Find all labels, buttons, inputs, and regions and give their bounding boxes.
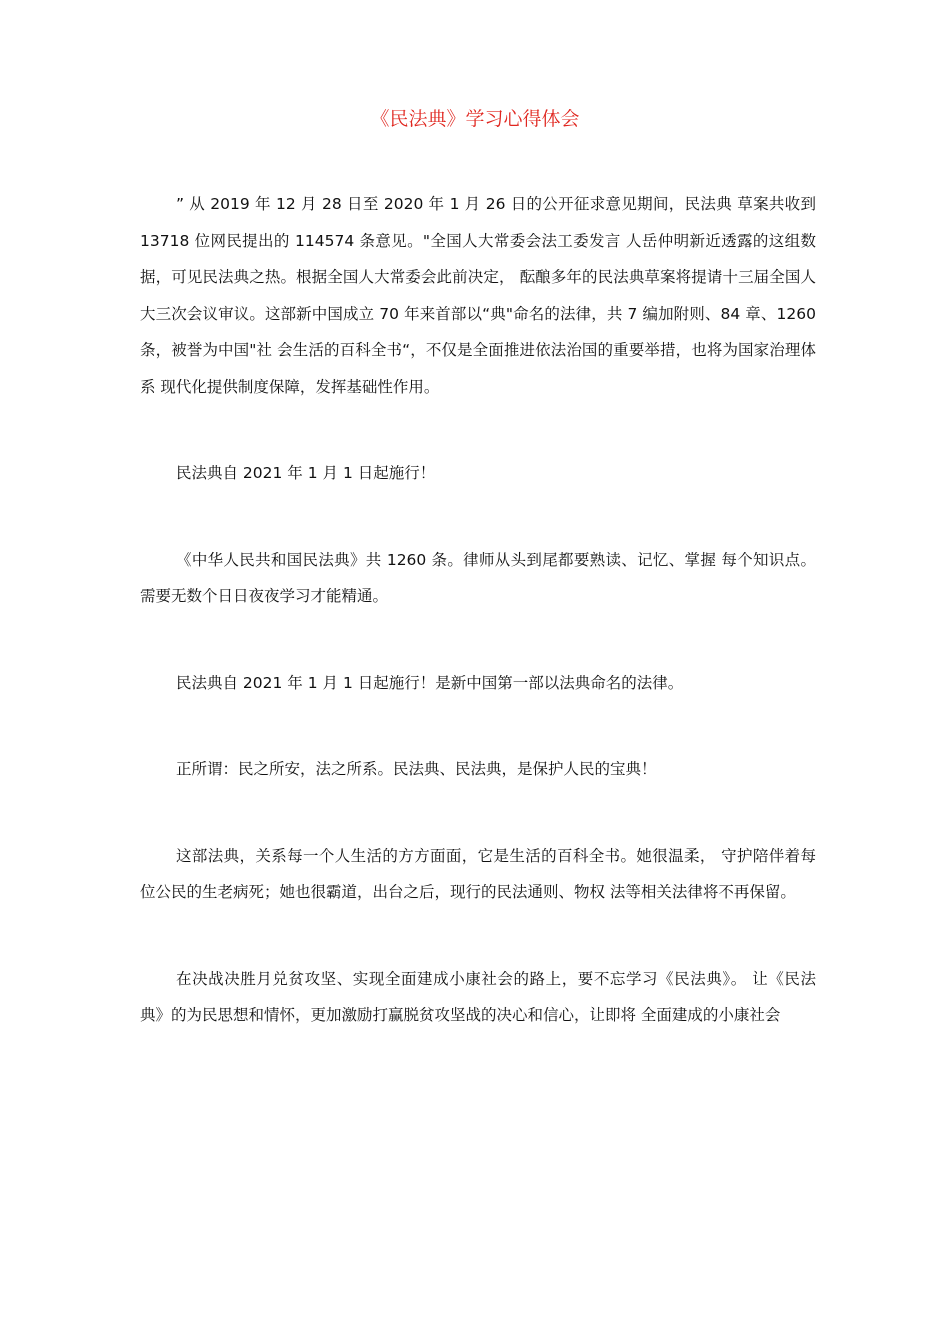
- paragraph-6: 这部法典，关系每一个人生活的方方面面，它是生活的百科全书。她很温柔， 守护陪伴着每位公民的生老病死；她也很霸道，出台之后，现行的民法通则、物权 法等相关法律将不再保留。: [140, 846, 816, 901]
- paragraph-spacer: [140, 492, 816, 542]
- paragraph-1: ” 从 2019 年 12 月 28 日至 2020 年 1 月 26 日的公开征求意见期间，民法典 草案共收到 13718 位网民提出的 114574 条意见。"全国人大常委会法工委发言 人岳仲明新近透露的这组数据，可见民法典之热。根据全国人大常委会此前决定， 酝酿多年的民法典草案将提请十三届全国人大三次会议审议。这部新中国成立 70 年来首部以“典"命名的法律，共 7 编加附则、84 章、1260 条，被誉为中国"社 会生活的百科全书“，不仅是全面推进依法治国的重要举措，也将为国家治理体系 现代化提供制度保障，发挥基础性作用。: [140, 195, 816, 396]
- paragraph-spacer: [140, 911, 816, 961]
- paragraph-2: 民法典自 2021 年 1 月 1 日起施行！: [176, 464, 436, 482]
- paragraph-7: 在决战决胜月兑贫攻坚、实现全面建成小康社会的路上，要不忘学习《民法典》。 让《民法典》的为民思想和情怀，更加激励打赢脱贫攻坚战的决心和信心，让即将 全面建成的小康社会: [140, 969, 816, 1024]
- paragraph-5: 正所谓：民之所安，法之所系。民法典、民法典，是保护人民的宝典！: [176, 760, 657, 778]
- paragraph-3: 《中华人民共和国民法典》共 1260 条。律师从头到尾都要熟读、记忆、掌握 每个知识点。需要无数个日日夜夜学习才能精通。: [140, 550, 816, 605]
- paragraph-4: 民法典自 2021 年 1 月 1 日起施行！是新中国第一部以法典命名的法律。: [176, 673, 684, 692]
- paragraph-spacer: [140, 615, 816, 665]
- document-title: 《民法典》学习心得体会: [370, 108, 580, 130]
- paragraph-spacer: [140, 701, 816, 751]
- document-body: [140, 186, 816, 1034]
- paragraph-spacer: [140, 788, 816, 838]
- paragraph-spacer: [140, 405, 816, 455]
